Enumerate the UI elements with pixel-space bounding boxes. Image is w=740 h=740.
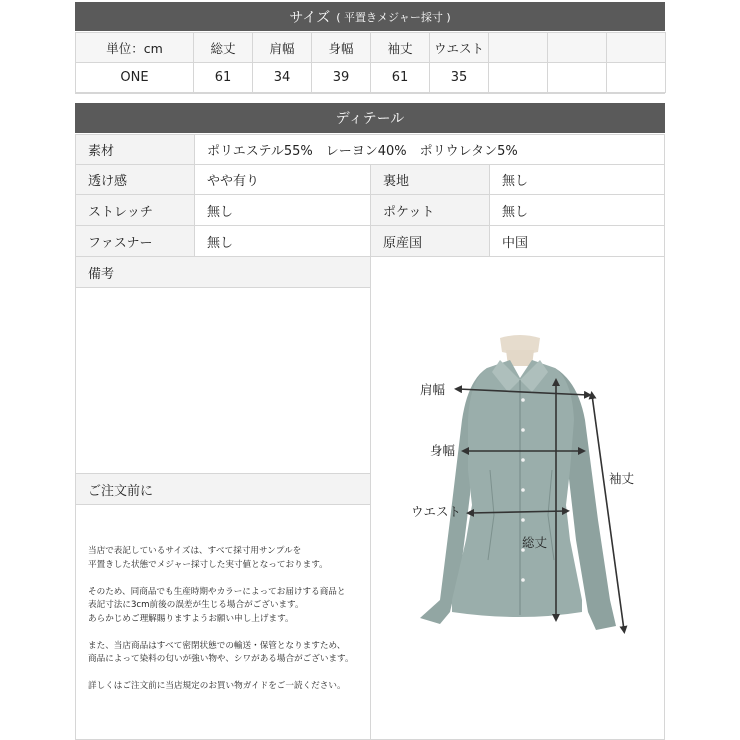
- size-header-empty: [607, 33, 666, 63]
- size-section-header: [75, 2, 665, 31]
- pocket-label: ポケット: [370, 194, 490, 226]
- waist-label: ウエスト: [411, 504, 462, 519]
- notice-label: ご注文前に: [75, 473, 371, 505]
- divider: [75, 93, 665, 94]
- size-header-unit: 単位：cm: [76, 33, 194, 63]
- material-value: ポリエステル55% レーヨン40% ポリウレタン5%: [194, 134, 665, 165]
- size-section-subtitle: ( 平置きメジャー採寸 ): [336, 10, 451, 24]
- sheer-value: やや有り: [194, 164, 371, 195]
- shirt-measurement-diagram: [370, 256, 665, 740]
- remarks-label: 備考: [75, 256, 371, 288]
- detail-section-header: [75, 103, 665, 133]
- size-cell-empty: [607, 63, 666, 93]
- shoulder-label: 肩幅: [420, 382, 446, 397]
- stretch-value: 無し: [194, 194, 371, 226]
- notice-paragraph: 詳しくはご注文前に当店規定のお買い物ガイドをご一読ください。: [88, 681, 346, 691]
- lining-value: 無し: [489, 164, 665, 195]
- fastener-label: ファスナー: [75, 225, 195, 257]
- diagram-panel: [370, 256, 665, 740]
- fastener-value: 無し: [194, 225, 371, 257]
- size-header-sleeve: 袖丈: [371, 33, 430, 63]
- remarks-body: [75, 287, 371, 474]
- size-header-body-width: 身幅: [312, 33, 371, 63]
- size-header-empty: [489, 33, 548, 63]
- notice-paragraph: 当店で表記しているサイズは、すべて採寸用サンプルを 平置きした状態でメジャー採寸した実寸値となっております。: [88, 546, 328, 570]
- origin-label: 原産国: [370, 225, 490, 257]
- notice-paragraph: そのため、同商品でも生産時期やカラーによってお届けする商品と 表記寸法に3cm前後の誤差が生じる場合がございます。 あらかじめご理解賜りますようお願い申し上げます。: [88, 586, 346, 624]
- size-table: [75, 32, 666, 93]
- size-table-row: [76, 63, 666, 93]
- detail-section-title: ディテール: [335, 111, 405, 127]
- notice-paragraph: また、当店商品はすべて密閉状態での輸送・保管となりますため、 商品によって染料の匂いが強い物や、シワがある場合がございます。: [88, 640, 354, 664]
- size-header-empty: [548, 33, 607, 63]
- lining-label: 裏地: [370, 164, 490, 195]
- shirt-icon: [420, 360, 616, 630]
- size-cell-empty: [548, 63, 607, 93]
- size-cell-waist: 35: [430, 63, 489, 93]
- size-cell-shoulder: 34: [253, 63, 312, 93]
- size-cell-length: 61: [194, 63, 253, 93]
- size-header-shoulder: 肩幅: [253, 33, 312, 63]
- pocket-value: 無し: [489, 194, 665, 226]
- size-cell-body-width: 39: [312, 63, 371, 93]
- sheer-label: 透け感: [75, 164, 195, 195]
- sleeve-label: 袖丈: [609, 471, 635, 486]
- size-cell-size: ONE: [76, 63, 194, 93]
- notice-text: [88, 545, 368, 707]
- size-header-length: 総丈: [194, 33, 253, 63]
- size-cell-empty: [489, 63, 548, 93]
- material-label: 素材: [75, 134, 195, 165]
- length-label: 総丈: [522, 535, 548, 550]
- body-width-label: 身幅: [430, 443, 456, 458]
- size-cell-sleeve: 61: [371, 63, 430, 93]
- stretch-label: ストレッチ: [75, 194, 195, 226]
- size-table-header-row: [76, 33, 666, 63]
- size-section-title: サイズ: [289, 9, 331, 26]
- origin-value: 中国: [489, 225, 665, 257]
- size-header-waist: ウエスト: [430, 33, 489, 63]
